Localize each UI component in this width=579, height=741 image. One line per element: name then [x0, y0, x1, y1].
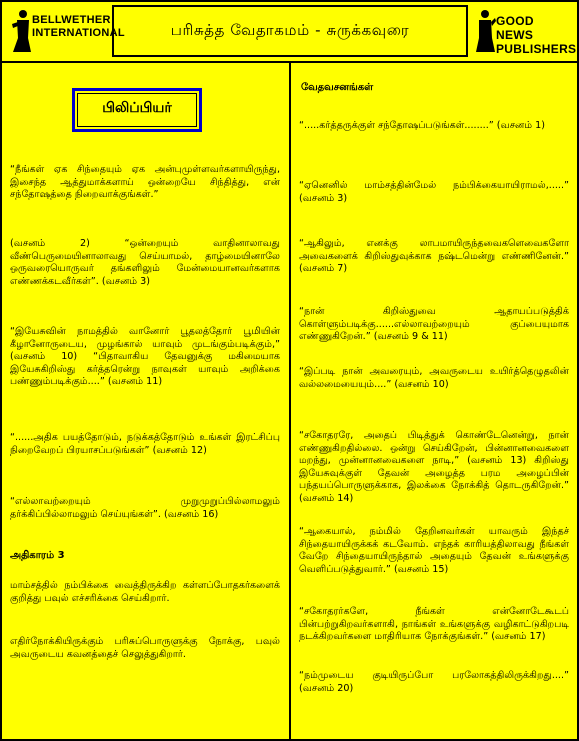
chapter-paragraph: மாம்சத்தில் நம்பிக்கை வைத்திருக்கிற கள்ளப்போதகர்களைக் குறித்து பவுல் எச்சரிக்கை செய்கிறார். — [10, 580, 280, 604]
header — [0, 0, 579, 60]
good-news-logo-text — [496, 14, 577, 56]
page-title: பரிசுத்த வேதாகமம் - சுருக்கவுரை — [170, 21, 410, 39]
book-title: பிலிப்பியர் — [102, 100, 172, 116]
verse-paragraph: “ஏனெனில் மாம்சத்தின்மேல் நம்பிக்கையாயிராமல்,.....” (வசனம் 3) — [299, 180, 569, 204]
good-news-logo-line2: PUBLISHERS — [496, 42, 577, 56]
person-figure-icon — [474, 8, 496, 54]
verse-paragraph: “நம்முடைய குடியிருப்போ பரலோகத்திலிருக்கிறது....” (வசனம் 20) — [299, 670, 569, 694]
title-box — [112, 5, 468, 57]
verse-paragraph: “இப்படி நான் அவரையும், அவருடைய உயிர்த்தெழுதலின் வல்லமையையும்....” (வசனம் 10) — [299, 366, 569, 390]
left-paragraph: (வசனம் 2) “ஒன்றையும் வாதினாலாவது வீண்பெருமையினாலாவது செய்யாமல், தாழ்மையினாலே ஒருவரையொருவர் தங்களிலும் மேன்மையானவர்களாக எண்ணக்கடவீர்கள்”. (வசனம் 3) — [10, 238, 280, 287]
verse-paragraph: “ஆகிலும், எனக்கு லாபமாயிருந்தவைகளெவைகளோ அவைகளைக் கிறிஸ்துவுக்காக நஷ்டமென்று எண்ணினேன்.” (வசனம் 7) — [299, 238, 569, 275]
verse-paragraph: “நான் கிறிஸ்துவை ஆதாயப்படுத்திக் கொள்ளும்படிக்கு......எல்லாவற்றையும் குப்பையுமாக எண்ணுகிறேன்.” (வசனம் 9 & 11) — [299, 306, 569, 343]
bellwether-logo-line1: BELLWETHER — [32, 14, 111, 26]
bellwether-logo-text — [32, 14, 125, 40]
left-paragraph: “......அதிக பயத்தோடும், நடுக்கத்தோடும் உங்கள் இரட்சிப்பு நிறைவேறப் பிரயாசப்படுங்கள்” (வசனம் 12) — [10, 432, 280, 456]
person-figure-icon — [10, 8, 32, 54]
good-news-logo-line1: GOOD NEWS — [496, 14, 534, 42]
good-news-logo — [474, 8, 577, 56]
left-paragraph: “இயேசுவின் நாமத்தில் வானோர் பூதலத்தோர் பூமியின் கீழானோருடைய, முழங்கால் யாவும் முடங்கும்படிக்கும்,” (வசனம் 10) “பிதாவாகிய தேவனுக்கு மகிமையாக இயேசுகிறிஸ்து கர்த்தரென்று நாவுகள் யாவும் அறிக்கை பண்ணும்படிக்கும்....” (வசனம் 11) — [10, 326, 280, 388]
column-divider — [289, 61, 291, 741]
left-paragraph: “எல்லாவற்றையும் முறுமுறுப்பில்லாமலும் தர்க்கிப்பில்லாமலும் செய்யுங்கள்”. (வசனம் 16) — [10, 496, 280, 520]
chapter-paragraph: எதிர்நோக்கியிருக்கும் பரிசுப்பொருளுக்கு நோக்கு, பவுல் அவருடைய கவனத்தைச் செலுத்துகிறார். — [10, 636, 280, 660]
bellwether-logo-line2: INTERNATIONAL — [32, 27, 125, 39]
left-paragraph: “நீங்கள் ஏக சிந்தையும் ஏக அன்புமுள்ளவர்களாயிருந்து, இசைந்த ஆத்துமாக்களாய் ஒன்றையே சிந்தித்து, என் சந்தோஷத்தை நிறைவாக்குங்கள்.” — [10, 164, 280, 201]
chapter-heading: அதிகாரம் 3 — [10, 550, 65, 561]
bellwether-logo — [10, 8, 125, 54]
verse-paragraph: “சகோதரர்களே, நீங்கள் என்னோடேகூடப் பின்பற்றுகிறவர்களாகி, நாங்கள் உங்களுக்கு வழிகாட்டுகிறபடி நடக்கிறவர்களை மாதிரியாக நோக்குங்கள்.” (வசனம் 17) — [299, 606, 569, 643]
verse-paragraph: “ஆகையால், நம்மில் தேறினவர்கள் யாவரும் இந்தச் சிந்தையாயிருக்கக் கடவோம். எந்தக் காரியத்திலாவது நீங்கள் வேறே சிந்தையாயிருந்தால் அதையும் தேவன் உங்களுக்கு வெளிப்படுத்துவார்.” (வசனம் 15) — [299, 526, 569, 575]
verse-paragraph: “சகோதரரே, அதைப் பிடித்துக் கொண்டேனென்று, நான் எண்ணுகிறதில்லை. ஒன்று செய்கிறேன், பின்னானவைகளை மறந்து, முன்னானவைகளை நாடி,” (வசனம் 13) கிறிஸ்து இயேசுவுக்குள் தேவன் அழைத்த பரம அழைப்பின் பந்தயப்பொருளுக்காக, இலக்கை நோக்கித் தொடருகிறேன்.” (வசனம் 14) — [299, 430, 569, 504]
book-title-box — [72, 88, 202, 132]
section-title: வேதவசனங்கள் — [301, 82, 374, 93]
verse-paragraph: “.....கர்த்தருக்குள் சந்தோஷப்படுங்கள்........” (வசனம் 1) — [299, 120, 545, 131]
